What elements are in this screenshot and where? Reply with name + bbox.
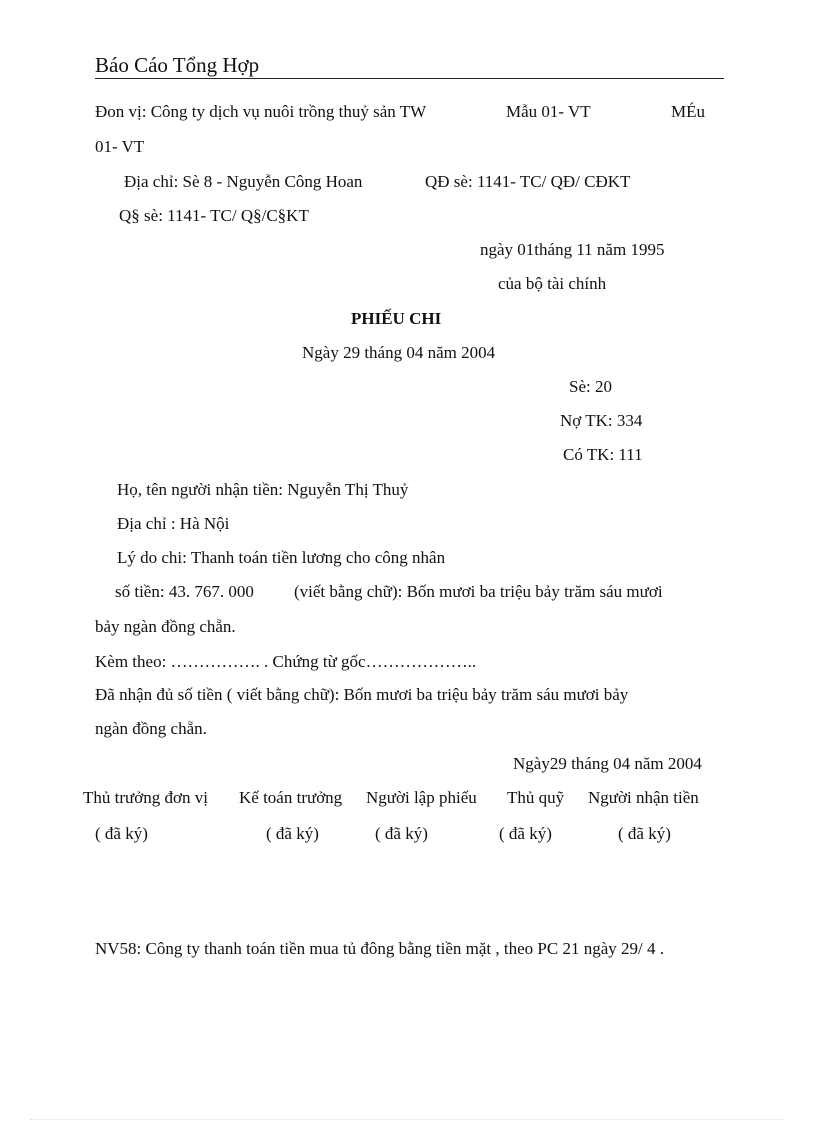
form-code: Mẫu 01- VT	[506, 102, 591, 121]
signature-role: Người lập phiếu	[366, 788, 477, 807]
signature-status: ( đã ký)	[375, 824, 428, 843]
received-amount: Đã nhận đủ số tiền ( viết bằng chữ): Bốn mươi ba triệu bảy trăm sáu mươi bảy	[95, 685, 629, 704]
issuing-ministry: của bộ tài chính	[498, 274, 607, 293]
header-divider	[95, 78, 724, 79]
signature-status: ( đã ký)	[499, 824, 552, 843]
payment-reason: Lý do chi: Thanh toán tiền lương cho công nhân	[117, 548, 446, 567]
amount-words-cont: bảy ngàn đồng chẵn.	[95, 617, 236, 636]
voucher-number: Sè: 20	[569, 377, 612, 396]
report-title: Báo Cáo Tổng Hợp	[95, 53, 260, 77]
credit-account: Có TK: 111	[563, 445, 643, 464]
unit-line: Đon vị: Công ty dịch vụ nuôi trồng thuỷ sản TW	[95, 102, 427, 121]
attachments: Kèm theo: ……………. . Chứng từ gốc………………..	[95, 652, 477, 671]
signature-role: Thủ quỹ	[507, 788, 565, 807]
received-amount-cont: ngàn đồng chẵn.	[95, 719, 207, 738]
unit-address: Địa chỉ: Sè 8 - Nguyễn Công Hoan	[124, 172, 363, 191]
signature-role: Thủ trưởng đơn vị	[83, 788, 208, 807]
amount-words: (viết bằng chữ): Bốn mươi ba triệu bảy trăm sáu mươi	[294, 582, 663, 601]
signature-date: Ngày29 tháng 04 năm 2004	[513, 754, 702, 773]
signature-status: ( đã ký)	[618, 824, 671, 843]
voucher-title: PHIẾU CHI	[351, 309, 442, 328]
form-code-garbled: MÉu	[671, 102, 705, 121]
recipient-address: Địa chỉ : Hà Nội	[117, 514, 230, 533]
signature-role: Người nhận tiền	[588, 788, 699, 807]
recipient-name: Họ, tên người nhận tiền: Nguyễn Thị Thuỷ	[117, 480, 409, 499]
decision-number: QĐ sè: 1141- TC/ QĐ/ CĐKT	[425, 172, 631, 191]
signature-role: Kế toán trưởng	[239, 788, 343, 807]
form-code-cont: 01- VT	[95, 137, 145, 156]
decision-date: ngày 01tháng 11 năm 1995	[480, 240, 665, 259]
debit-account: Nợ TK: 334	[560, 411, 643, 430]
voucher-date: Ngày 29 tháng 04 năm 2004	[302, 343, 496, 362]
signature-status: ( đã ký)	[95, 824, 148, 843]
signature-status: ( đã ký)	[266, 824, 319, 843]
transaction-note: NV58: Công ty thanh toán tiền mua tủ đông bằng tiền mặt , theo PC 21 ngày 29/ 4 .	[95, 939, 664, 958]
decision-number-garbled: Q§ sè: 1141- TC/ Q§/C§KT	[119, 206, 309, 225]
amount-figure: số tiền: 43. 767. 000	[115, 582, 254, 601]
page-edge-divider	[30, 1119, 786, 1120]
